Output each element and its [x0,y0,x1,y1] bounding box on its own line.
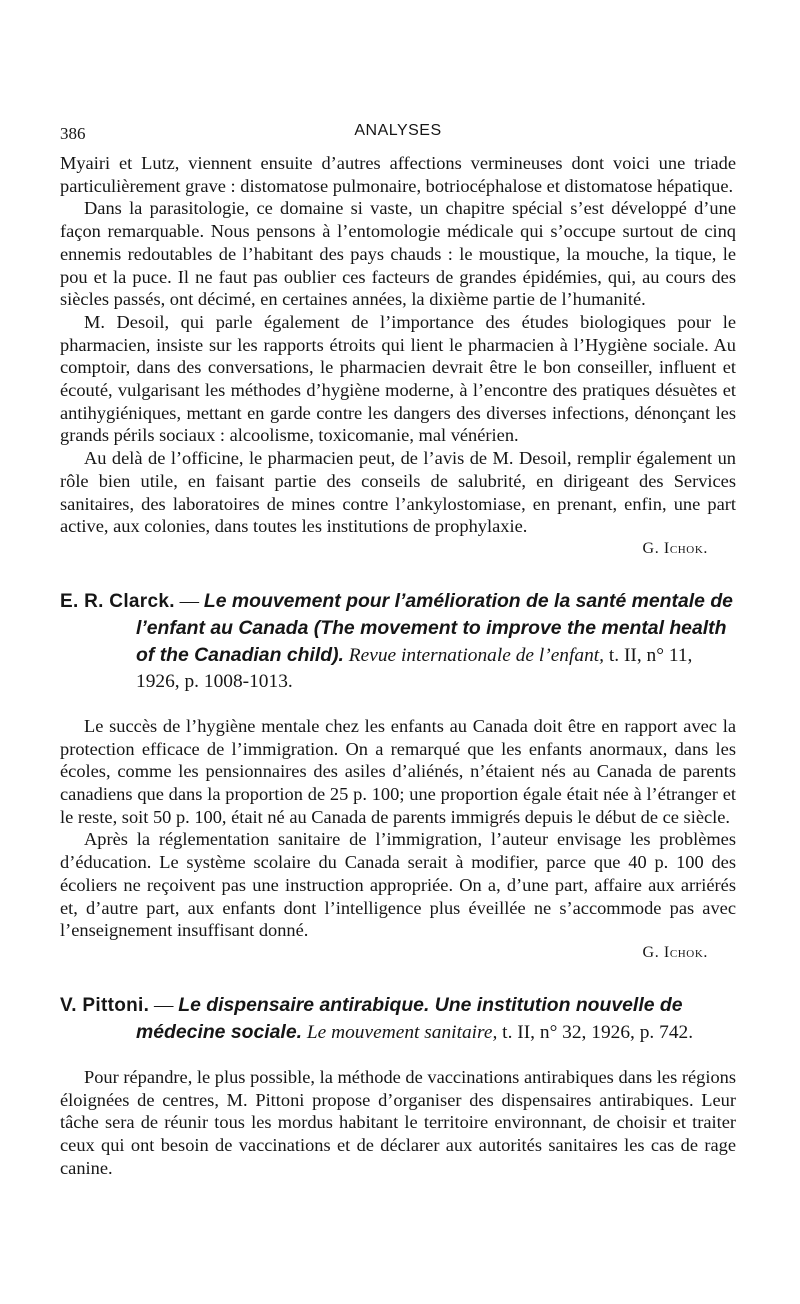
body-paragraph: Au delà de l’officine, le pharmacien peut, de l’avis de M. Desoil, remplir également un rôle bien utile, en faisant partie des conseils de salubrité, en dirigeant des Services sanitaires, des laboratoires de mines contre l’ankylostomiase, en prenant, enfin, une part active, aux colonies, dans toutes les institutions de prophylaxie. [60,448,736,537]
journal-page [60,118,736,1180]
review-title: Le dispensaire antirabique. Une institution nouvelle de médecine sociale. [136,993,683,1043]
page-number: 386 [60,124,86,143]
review-continued [60,152,736,560]
page-header [60,118,736,152]
body-paragraph: Pour répandre, le plus possible, la méthode de vaccinations antirabiques dans les régions éloignées de centres, M. Pittoni propose d’organiser des dispensaires antirabiques. Leur tâche sera de réunir tous les mordus habitant le territoire environnant, de choisir et traiter ceux qui ont besoin de vaccinations et de déclarer aux autorités sanitaires les cas de rage canine. [60,1066,736,1178]
review-heading [60,588,736,695]
body-paragraph: Après la réglementation sanitaire de l’immigration, l’auteur envisage les problèmes d’éducation. Le système scolaire du Canada serait à modifier, parce que 40 p. 100 des écoliers ne reçoivent pas une instruction appropriée. On a, d’une part, affaire aux arriérés et, d’autre part, aux enfants dont l’intelligence plus éveillée ne s’accommode pas avec l’enseignement insuffisant donné. [60,829,736,941]
review-reference: t. II, n° 11, 1926, p. 1008-1013. [136,644,693,692]
heading-dash: — [174,590,204,612]
heading-dash: — [149,994,179,1016]
body-paragraph: M. Desoil, qui parle également de l’importance des études biologiques pour le pharmacien, insiste sur les rapports étroits qui lient le pharmacien à l’Hygiène sociale. Au comptoir, dans des conversations, le pharmacien devrait être le bon conseiller, influent et écouté, vulgarisant les méthodes d’hygiène moderne, à l’encontre des pratiques désuètes et antihygiéniques, mettant en garde contre les dangers des diverses infections, dénonçant les grands périls sociaux : alcoolisme, toxicomanie, mal vénérien. [60,311,736,446]
reviewer-signature: G. Ichok. [642,943,708,961]
review-heading [60,992,736,1046]
review-source: Revue internationale de l’enfant, [348,644,605,666]
body-paragraph: Myairi et Lutz, viennent ensuite d’autres affections vermineuses dont voici une triade particulièrement grave : distomatose pulmonaire, botriocéphalose et distomatose hépatique. [60,153,736,196]
review-pittoni [60,992,736,1180]
body-paragraph: Le succès de l’hygiène mentale chez les enfants au Canada doit être en rapport avec la protection efficace de l’immigration. On a remarqué que les enfants anormaux, dans les écoles, comme les pensionnaires des asiles d’aliénés, n’étaient nés au Canada de parents canadiens que dans la proportion de 25 p. 100; une proportion égale était née à l’étranger et le reste, soit 50 p. 100, était né au Canada de parents immigrés depuis le début de ce siècle. [60,715,736,827]
review-author: E. R. Clarck. [60,590,175,612]
review-clarck [60,588,736,964]
review-author: V. Pittoni. [60,994,150,1016]
review-title: Le mouvement pour l’amélioration de la santé mentale de l’enfant au Canada (The movement to improve the mental health of the Canadian child). [136,589,733,666]
review-reference: t. II, n° 32, 1926, p. 742. [497,1021,694,1043]
reviewer-signature: G. Ichok. [642,539,708,557]
running-title: ANALYSES [354,122,442,139]
body-paragraph: Dans la parasitologie, ce domaine si vaste, un chapitre spécial s’est développé d’une façon remarquable. Nous pensons à l’entomologie médicale qui s’occupe surtout de cinq ennemis redoutables de l’habitant des pays chauds : le moustique, la mouche, la tique, le pou et la puce. Il ne faut pas oublier ces facteurs de grandes épidémies, qui, au cours des siècles passés, ont décimé, en certaines années, la dixième partie de l’humanité. [60,198,736,310]
review-source: Le mouvement sanitaire, [306,1021,498,1043]
